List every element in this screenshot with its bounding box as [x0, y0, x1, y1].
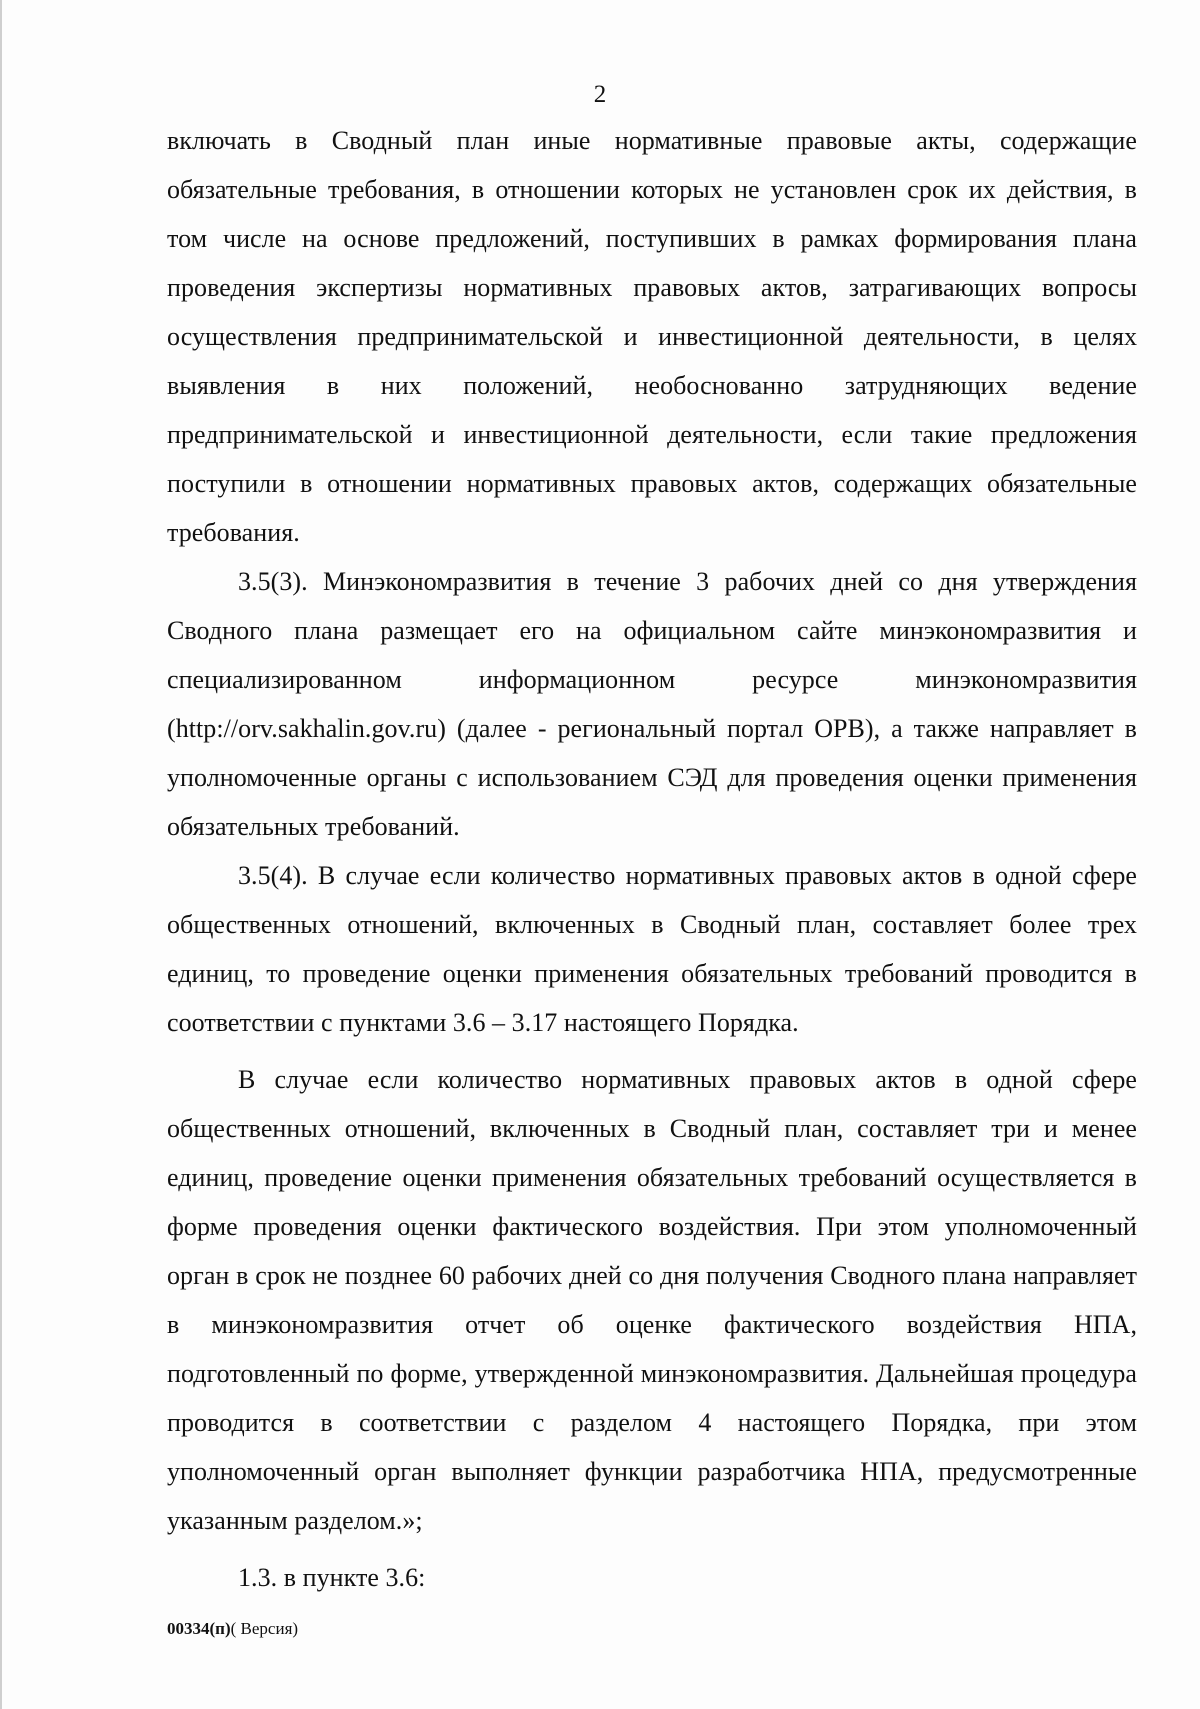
paragraph-three-or-less: В случае если количество нормативных правовых актов в одной сфере общественных отношений, включенных в Сводный план, составляет три и менее единиц, проведение оценки применения обязательных требований осуществляется в форме проведения оценки фактического воздействия. При этом уполномоченный орган в срок не позднее 60 рабочих дней со дня получения Сводного плана направляет в минэкономразвития отчет об оценке фактического воздействия НПА, подготовленный по форме, утвержденной минэкономразвития. Дальнейшая процедура проводится в соответствии с разделом 4 настоящего Порядка, при этом уполномоченный орган выполняет функции разработчика НПА, предусмотренные указанным разделом.»;	[167, 1065, 1137, 1535]
paragraph-3-5-4: 3.5(4). В случае если количество нормативных правовых актов в одной сфере общественных отношений, включенных в Сводный план, составляет более трех единиц, то проведение оценки применения обязательных требований проводится в соответствии с пунктами 3.6 – 3.17 настоящего Порядка.	[167, 861, 1137, 1037]
document-body	[167, 116, 1137, 1602]
page-number: 2	[593, 81, 607, 108]
paragraph-1-3: 1.3. в пункте 3.6:	[238, 1563, 426, 1592]
paragraph-continuation: включать в Сводный план иные нормативные правовые акты, содержащие обязательные требования, в отношении которых не установлен срок их действия, в том числе на основе предложений, поступивших в рамках формирования плана проведения экспертизы нормативных правовых актов, затрагивающих вопросы осуществления предпринимательской и инвестиционной деятельности, в целях выявления в них положений, необоснованно затрудняющих ведение предпринимательской и инвестиционной деятельности, если такие предложения поступили в отношении нормативных правовых актов, содержащих обязательные требования.	[167, 126, 1137, 547]
footer-document-code	[167, 1618, 298, 1640]
footer-version: ( Версия)	[230, 1619, 299, 1638]
paragraph-3-5-3: 3.5(3). Минэкономразвития в течение 3 рабочих дней со дня утверждения Сводного плана размещает его на официальном сайте минэкономразвития и специализированном информационном ресурсе минэкономразвития (http://orv.sakhalin.gov.ru) (далее - региональный портал ОРВ), а также направляет в уполномоченные органы с использованием СЭД для проведения оценки применения обязательных требований.	[167, 567, 1137, 841]
page-edge-line	[0, 0, 2, 1709]
footer-code: 00334(п)	[167, 1619, 231, 1638]
